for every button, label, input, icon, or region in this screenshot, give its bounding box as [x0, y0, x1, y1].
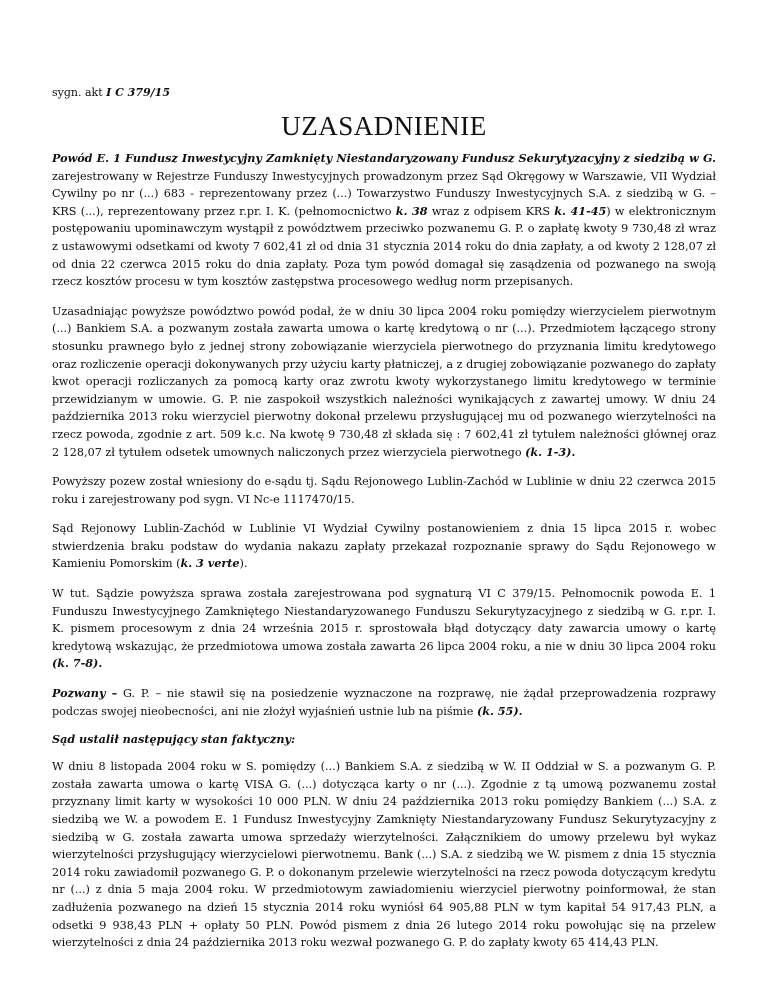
- document-page: [52, 86, 716, 964]
- section-heading-facts: Sąd ustalił następujący stan faktyczny:: [52, 732, 296, 747]
- paragraph-defendant: Pozwany – G. P. – nie stawił się na posiedzenie wyznaczone na rozprawę, nie żądał przeprowadzenia rozprawy podczas swojej nieobecności, ani nie złożył wyjaśnień ustnie lub na piśmie (k. 55).: [52, 686, 716, 718]
- paragraph-justification: Uzasadniając powyższe powództwo powód podał, że w dniu 30 lipca 2004 roku pomiędzy wierzycielem pierwotnym (...) Bankiem S.A. a pozwanym została zawarta umowa o kartę kredytową o nr (...). Przedmiotem łączącego strony stosunku prawnego było z jednej strony zobowiązanie wierzyciela pierwotnego do przyznania limitu kredytowego oraz rozliczenie operacji dokonywanych przy użyciu karty płatniczej, a z drugiej zobowiązanie pozwanego do zapłaty kwot operacji rozliczanych za pomocą karty oraz zwrotu kwoty wykorzystanego limitu kredytowego w terminie przewidzianym w umowie. G. P. nie zaspokoił wszystkich należności wynikających z zawartej umowy. W dniu 24 października 2013 roku wierzyciel pierwotny dokonał przelewu przysługującej mu od pozwanego wierzytelności na rzecz powoda, zgodnie z art. 509 k.c. Na kwotę 9 730,48 zł składa się : 7 602,41 zł tytułem należności głównej oraz 2 128,07 zł tytułem odsetek umownych naliczonych przez wierzyciela pierwotnego (k. 1-3).: [52, 304, 716, 459]
- paragraph-registration: W tut. Sądzie powyższa sprawa została zarejestrowana pod sygnaturą VI C 379/15. Pełnomocnik powoda E. 1 Funduszu Inwestycyjnego Zamkniętego Niestandaryzowanego Funduszu Sekurytyzacyjnego z siedzibą w G. r.pr. I. K. pismem procesowym z dnia 24 września 2015 r. sprostowała błąd dotyczący daty zawarcia umowy o kartę kredytową wskazując, że przedmiotowa umowa została zawarta 26 lipca 2004 roku, a nie w dniu 30 lipca 2004 roku (k. 7-8).: [52, 587, 716, 671]
- paragraph-plaintiff: Powód E. 1 Fundusz Inwestycyjny Zamknięty Niestandaryzowany Fundusz Sekurytyzacyjny z siedzibą w G. zarejestrowany w Rejestrze Funduszy Inwestycyjnych prowadzonym przez Sąd Okręgowy w Warszawie, VII Wydział Cywilny po nr (...) 683 - reprezentowany przez (...) Towarzystwo Funduszy Inwestycyjnych S.A. z siedzibą w G. – KRS (...), reprezentowany przez r.pr. I. K. (pełnomocnictwo k. 38 wraz z odpisem KRS k. 41-45) w elektronicznym postępowaniu upominawczym wystąpił z powództwem przeciwko pozwanemu G. P. o zapłatę kwoty 9 730,48 zł wraz z ustawowymi odsetkami od kwoty 7 602,41 zł od dnia 31 stycznia 2014 roku do dnia zapłaty, a od kwoty 2 128,07 zł od dnia 22 czerwca 2015 roku do dnia zapłaty. Poza tym powód domagał się zasądzenia od pozwanego na swoją rzecz kosztów procesu w tym kosztów zastępstwa procesowego według norm przepisanych.: [52, 151, 716, 289]
- case-signature: sygn. akt I C 379/15: [52, 86, 170, 99]
- paragraph-transfer: Sąd Rejonowy Lublin-Zachód w Lublinie VI Wydział Cywilny postanowieniem z dnia 15 lipca 2015 r. wobec stwierdzenia braku podstaw do wydania nakazu zapłaty przekazał rozpoznanie sprawy do Sądu Rejonowego w Kamieniu Pomorskim (k. 3 verte).: [52, 522, 716, 571]
- paragraph-facts: W dniu 8 listopada 2004 roku w S. pomiędzy (...) Bankiem S.A. z siedzibą w W. II Oddział w S. a pozwanym G. P. została zawarta umowa o kartę VISA G. (...) dotycząca karty o nr (...). Zgodnie z tą umową pozwanemu został przyznany limit karty w wysokości 10 000 PLN. W dniu 24 października 2013 roku pomiędzy Bankiem (...) S.A. z siedzibą we W. a powodem E. 1 Fundusz Inwestycyjny Zamknięty Niestandaryzowany Fundusz Sekurytyzacyjny z siedzibą w G. została zawarta umowa sprzedaży wierzytelności. Załącznikiem do umowy przelewu był wykaz wierzytelności przysługujący wierzycielowi pierwotnemu. Bank (...) S.A. z siedzibą we W. pismem z dnia 15 stycznia 2014 roku zawiadomił pozwanego G. P. o dokonanym przelewie wierzytelności na rzecz powoda dotyczącym kredytu nr (...) z dnia 5 maja 2004 roku. W przedmiotowym zawiadomieniu wierzyciel pierwotny poinformował, że stan zadłużenia pozwanego na dzień 15 stycznia 2014 roku wyniósł 64 905,88 PLN w tym kapitał 54 917,43 PLN, a odsetki 9 938,43 PLN + opłaty 50 PLN. Powód pismem z dnia 26 lutego 2014 roku powołując się na przelew wierzytelności z dnia 24 października 2013 roku wezwał pozwanego G. P. do zapłaty kwoty 65 414,43 PLN.: [52, 760, 716, 950]
- document-title: UZASADNIENIE: [281, 111, 487, 141]
- paragraph-e-court: Powyższy pozew został wniesiony do e-sądu tj. Sądu Rejonowego Lublin-Zachód w Lublinie w dniu 22 czerwca 2015 roku i zarejestrowany pod sygn. VI Nc-e 1117470/15.: [52, 475, 716, 506]
- case-number: I C 379/15: [106, 86, 170, 99]
